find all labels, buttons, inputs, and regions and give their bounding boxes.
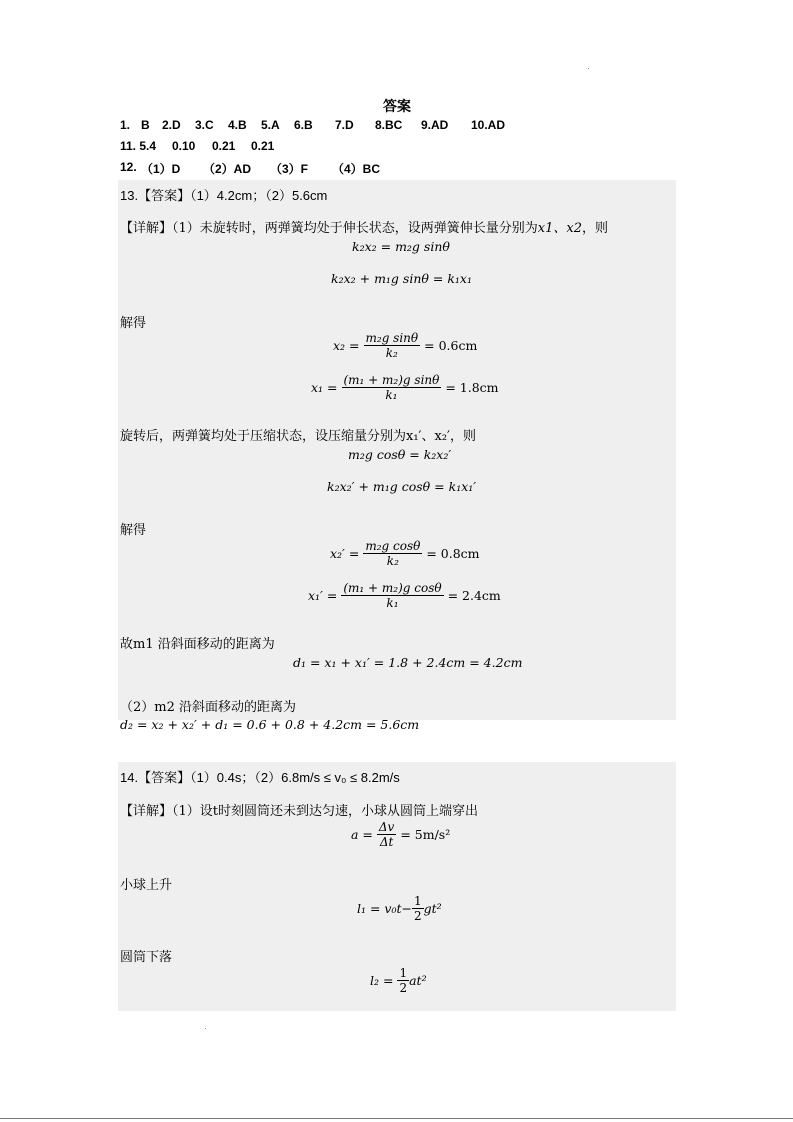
q13-detail-end: ，则 [582,221,609,236]
answer-cell: 1. [120,118,131,132]
q13-equation-2: k₂x₂ + m₁g sinθ = k₁x₁ [331,271,472,286]
answer-cell: 9.AD [421,118,449,132]
answer-cell: （2）AD [203,162,252,176]
answer-cell: 8.BC [375,118,403,132]
answer-cell: 0.21 [251,139,275,153]
q14-equation-2 [357,894,442,923]
q13-detail-intro [120,217,608,236]
q13-answer-header [120,185,327,204]
answer-cell: B [141,118,150,132]
q14-answer-sep: ； [241,771,255,786]
answer-cell: 6.B [294,118,313,132]
answer-cell: 3.C [195,118,214,132]
page-title: 答案 [383,99,411,115]
eq-numerator: Δv [378,820,395,834]
eq-denominator: 2 [399,981,408,995]
answer-cell: 0.10 [172,139,196,153]
eq-fraction [377,820,396,849]
eq-lhs: x₂ = [333,338,360,353]
answer-cell: （4）BC [332,162,381,176]
q14-detail-text: （1）设t时刻圆筒还未到达匀速，小球从圆筒上端穿出 [172,804,479,819]
page-bottom-rule [0,1118,793,1119]
q13-answer-sep: ； [252,189,266,204]
q14-answer-label: 14.【答案】 [120,770,191,785]
q13-move-distance-text: 故m1 沿斜面移动的距离为 [120,637,275,652]
q14-equation-3 [370,966,427,995]
q13-equation-8 [308,581,501,610]
eq-rhs: = 0.8cm [426,546,480,561]
eq-denominator: k₂ [364,345,421,360]
q14-answer-part2: （2）6.8m/s ≤ v₀ ≤ 8.2m/s [254,770,400,785]
q14-equation-1 [351,820,450,849]
answer-cell: 2.D [162,118,181,132]
q13-equation-6: k₂x₂′ + m₁g cosθ = k₁x₁′ [327,479,477,494]
q13-answer-part1: （1）4.2cm [190,188,253,203]
q14-ball-up-text: 小球上升 [120,878,173,893]
eq-fraction [363,539,422,568]
q13-answer-part2: （2）5.6cm [265,188,328,203]
q13-equation-7 [330,539,480,568]
q14-tube-down-text: 圆筒下落 [120,950,173,965]
eq-denominator: k₁ [341,595,443,610]
eq-rhs: = 2.4cm [447,588,501,603]
q13-equation-3 [333,331,477,360]
eq-numerator: 1 [414,894,422,908]
q13-answer-label: 13.【答案】 [120,188,191,203]
scan-dot [205,1028,206,1029]
eq-fraction [342,373,442,402]
q14-answer-header [120,767,400,786]
answer-cell: 0.21 [212,139,236,153]
eq-fraction [412,894,424,923]
q13-equation-9: d₁ = x₁ + x₁′ = 1.8 + 2.4cm = 4.2cm [293,655,523,670]
scan-dot [588,68,589,69]
q13-detail-text: （1）未旋转时，两弹簧均处于伸长状态，设两弹簧伸长量分别为 [172,221,538,236]
eq-lhs: l₂ = [370,973,394,988]
answer-cell: （3）F [270,162,309,176]
eq-lhs: x₁′ = [308,588,338,603]
eq-fraction [397,966,409,995]
answer-cell: 5.A [261,118,280,132]
eq-numerator: m₂g sinθ [365,331,419,345]
eq-fraction [364,331,421,360]
q13-equation-5: m₂g cosθ = k₂x₂′ [348,447,452,462]
q13-detail-label: 【详解】 [120,221,173,236]
eq-denominator: 2 [414,909,422,923]
eq-denominator: k₁ [342,387,442,402]
q13-solve-label-1: 解得 [120,316,147,331]
eq-rhs: = 1.8cm [445,380,499,395]
answer-cell: 10.AD [471,118,506,132]
eq-rhs: gt² [423,901,442,916]
answer-cell: 4.B [228,118,247,132]
answer-cell: 7.D [335,118,354,132]
answer-cell: 11. 5.4 [120,139,157,153]
answer-cell: （1）D [141,162,181,176]
eq-rhs: = 0.6cm [424,338,478,353]
eq-lhs: l₁ = v₀t− [357,901,412,916]
q14-detail-label: 【详解】 [120,804,173,819]
eq-lhs: a = [351,827,373,842]
eq-denominator: k₂ [363,553,422,568]
eq-lhs: x₁ = [311,380,338,395]
q13-equation-4 [311,373,499,402]
q13-detail-vars: x1、x2 [537,221,583,236]
eq-fraction [341,581,443,610]
answer-cell: 12. [120,160,137,174]
q13-part2-text: （2）m2 沿斜面移动的距离为 [120,700,297,715]
q13-equation-1: k₂x₂ = m₂g sinθ [352,239,450,254]
q14-answer-part1: （1）0.4s [190,770,242,785]
eq-rhs: at² [409,973,427,988]
eq-numerator: 1 [399,966,408,980]
eq-rhs: = 5m/s² [400,827,451,842]
eq-numerator: (m₁ + m₂)g cosθ [343,581,442,595]
q13-solve-label-2: 解得 [120,523,147,538]
eq-lhs: x₂′ = [330,546,360,561]
eq-denominator: Δt [377,834,396,849]
q13-equation-10: d₂ = x₂ + x₂′ + d₁ = 0.6 + 0.8 + 4.2cm = 5.6cm [120,717,420,732]
eq-numerator: (m₁ + m₂)g sinθ [343,373,440,387]
q13-after-rotation-text: 旋转后，两弹簧均处于压缩状态，设压缩量分别为x₁′、x₂′，则 [120,429,476,444]
eq-numerator: m₂g cosθ [365,539,421,553]
q14-detail-intro [120,800,478,819]
